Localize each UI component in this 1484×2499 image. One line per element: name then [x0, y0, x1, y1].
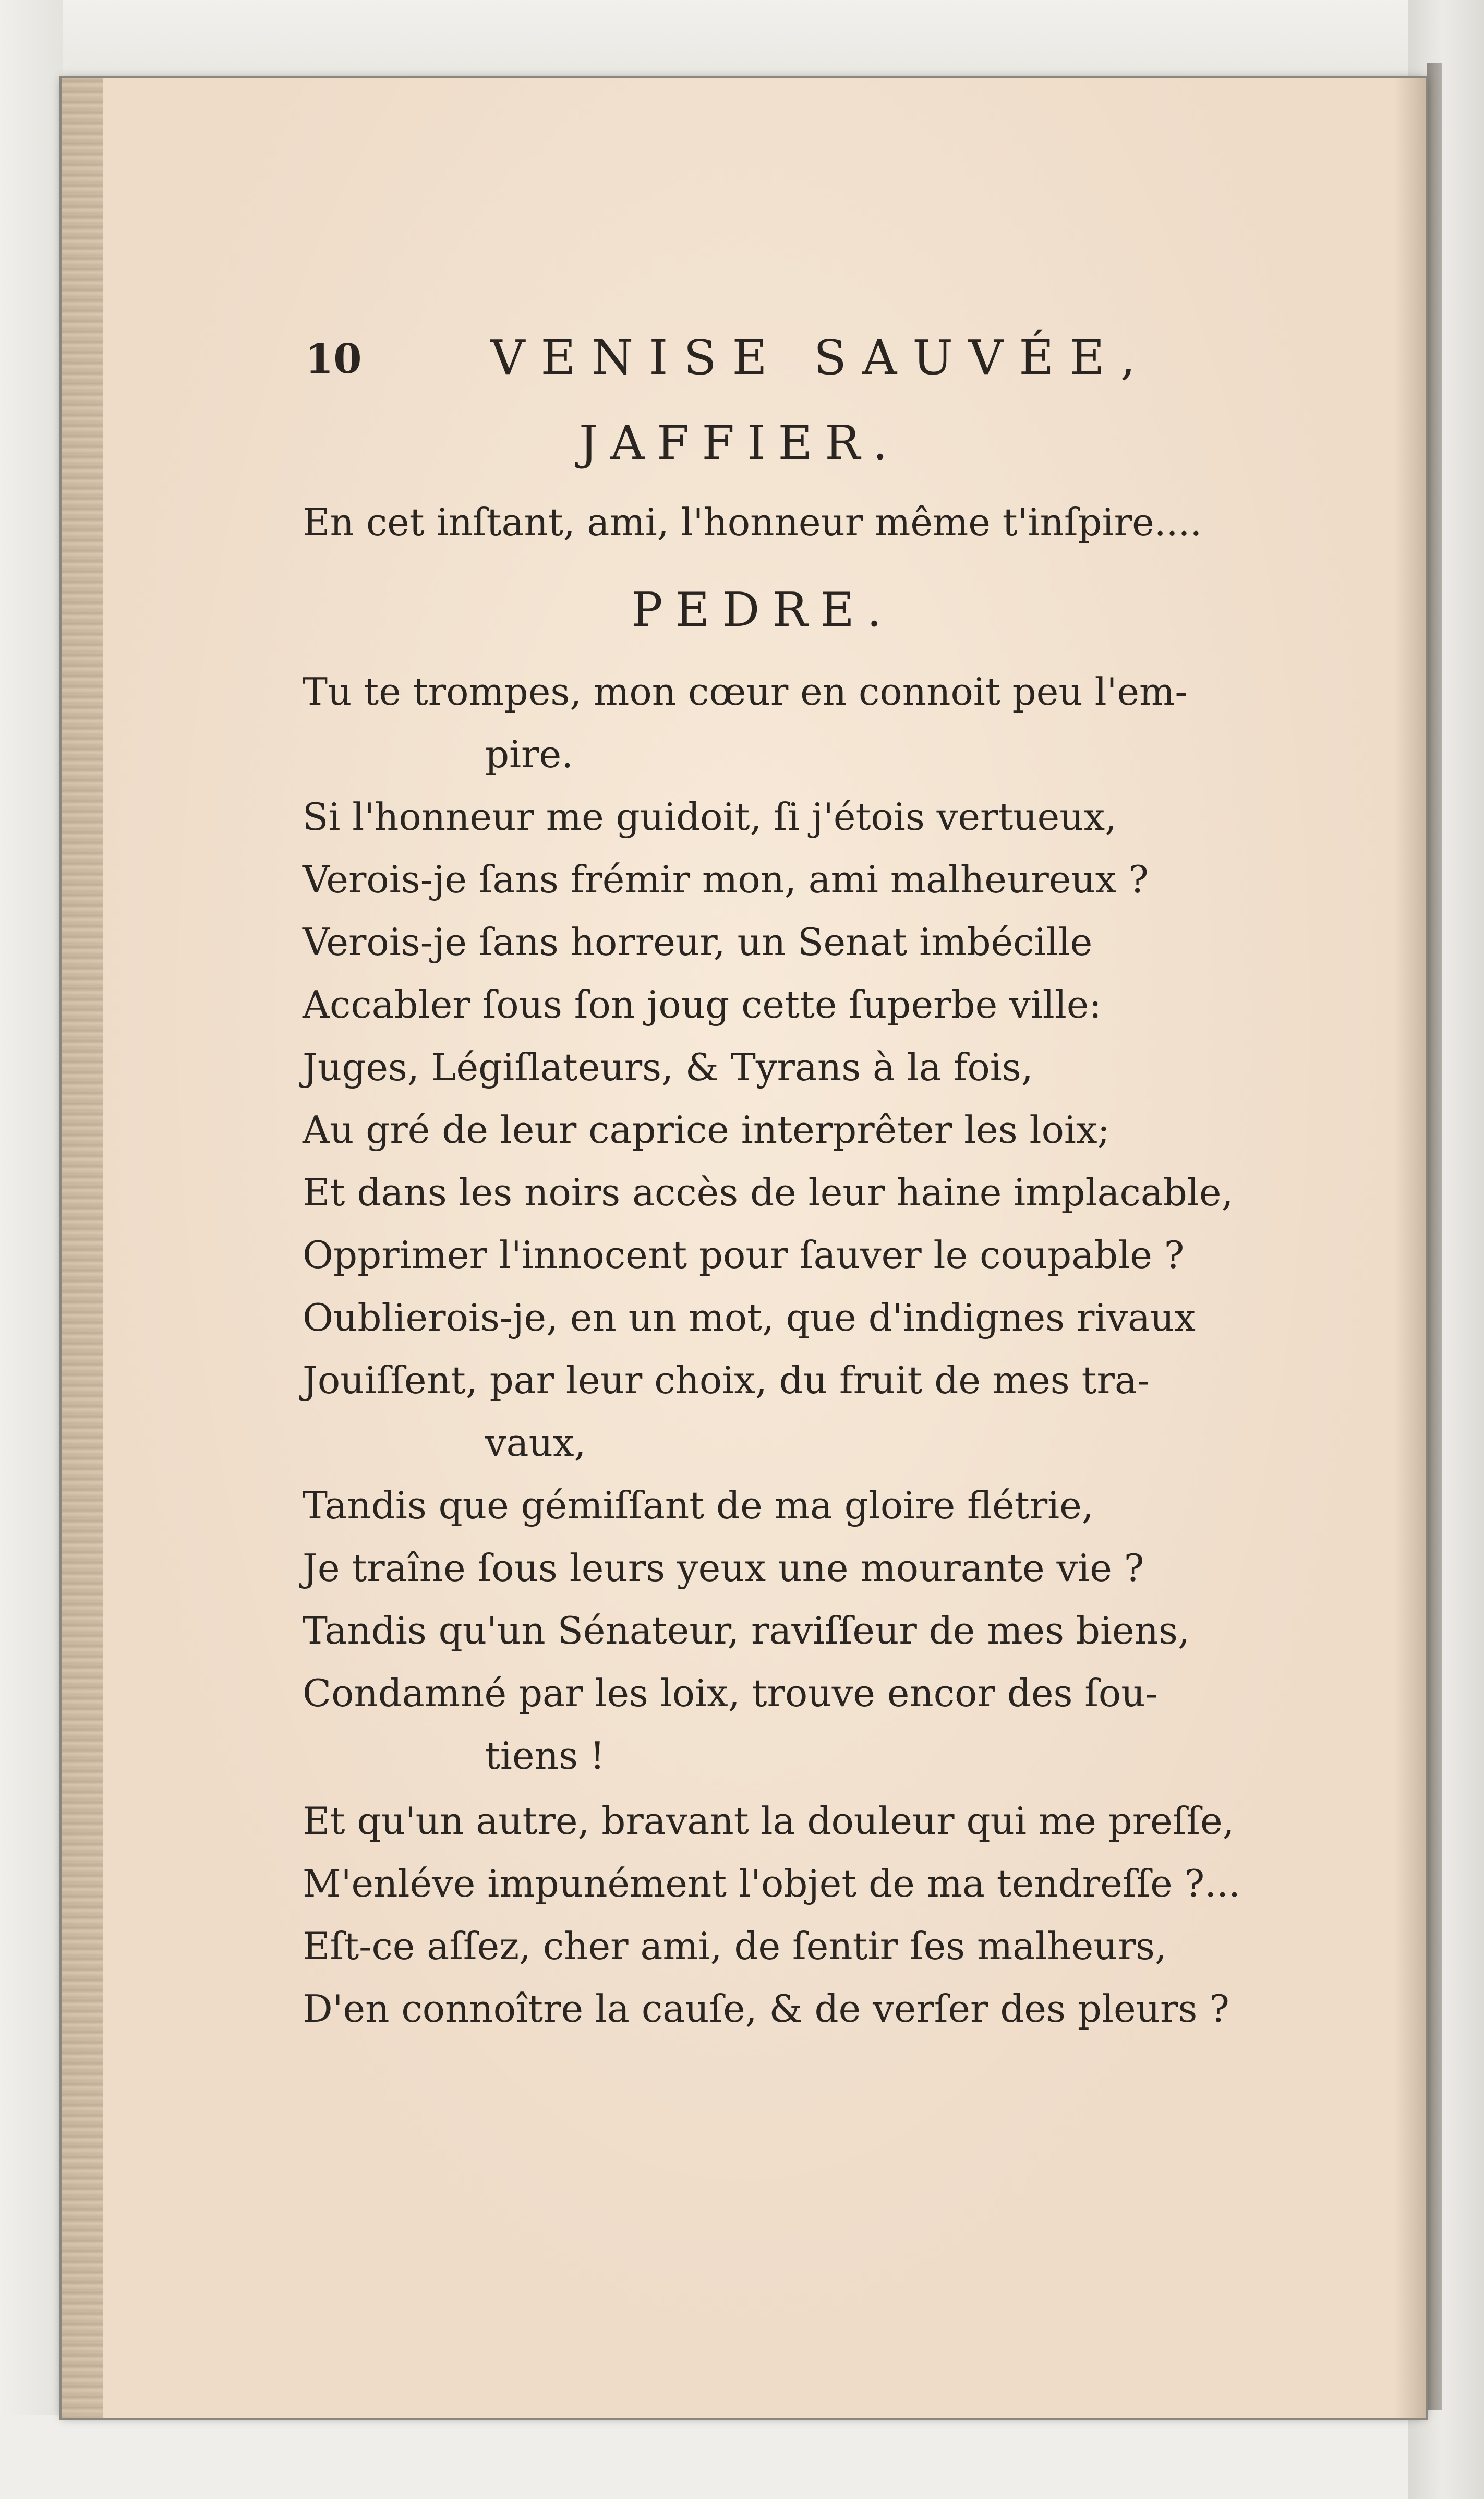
scan-bottom-margin [0, 2415, 1484, 2499]
verse-line: Eſt-ce aſſez, cher ami, de ſentir ſes malheurs, [303, 1924, 1167, 1968]
verse-line: Je traîne ſous leurs yeux une mourante vie ? [303, 1546, 1144, 1590]
verse-line: Juges, Légiſlateurs, & Tyrans à la fois, [303, 1045, 1033, 1089]
verse-line: Condamné par les loix, trouve encor des ſou- [303, 1671, 1158, 1715]
scan-top-margin [0, 0, 1484, 78]
verse-line: Si l'honneur me guidoit, ſi j'étois vertueux, [303, 795, 1117, 839]
verse-line-continuation: pire. [485, 732, 574, 776]
scan-left-margin [0, 0, 63, 2499]
verse-line: Et dans les noirs accès de leur haine implacable, [303, 1170, 1234, 1214]
page-binding-edge [62, 78, 103, 2418]
verse-line: Verois-je ſans horreur, un Senat imbécille [303, 920, 1093, 964]
facing-page-edge [1427, 63, 1442, 2410]
page-number: 10 [305, 335, 362, 383]
verse-line: M'enléve impunément l'objet de ma tendreſſe ?... [303, 1862, 1240, 1905]
verse-line: Tandis que gémiſſant de ma gloire flétrie, [303, 1483, 1094, 1527]
verse-line: Oublierois-je, en un mot, que d'indignes rivaux [303, 1296, 1196, 1339]
verse-line: Au gré de leur caprice interprêter les loix; [303, 1108, 1110, 1152]
verse-line: Et qu'un autre, bravant la douleur qui me preſſe, [303, 1799, 1235, 1843]
speaker-name: PEDRE. [631, 583, 895, 637]
verse-line: Verois-je ſans frémir mon, ami malheureux ? [303, 858, 1149, 901]
verse-line: Tandis qu'un Sénateur, raviſſeur de mes biens, [303, 1609, 1190, 1652]
verse-line-continuation: vaux, [485, 1421, 586, 1465]
running-title: VENISE SAUVÉE, [490, 330, 1151, 385]
verse-line-continuation: tiens ! [485, 1734, 605, 1778]
verse-line: Jouiſſent, par leur choix, du fruit de mes tra- [303, 1358, 1150, 1402]
verse-line: Opprimer l'innocent pour ſauver le coupable ? [303, 1233, 1185, 1277]
verse-line: D'en connoître la cauſe, & de verſer des pleurs ? [303, 1987, 1229, 2031]
verse-line: Accabler ſous ſon joug cette ſuperbe ville: [303, 983, 1102, 1027]
verse-line: En cet inſtant, ami, l'honneur même t'inſpire.... [303, 500, 1202, 544]
speaker-name: JAFFIER. [579, 416, 900, 470]
verse-line: Tu te trompes, mon cœur en connoit peu l'em- [303, 670, 1188, 714]
